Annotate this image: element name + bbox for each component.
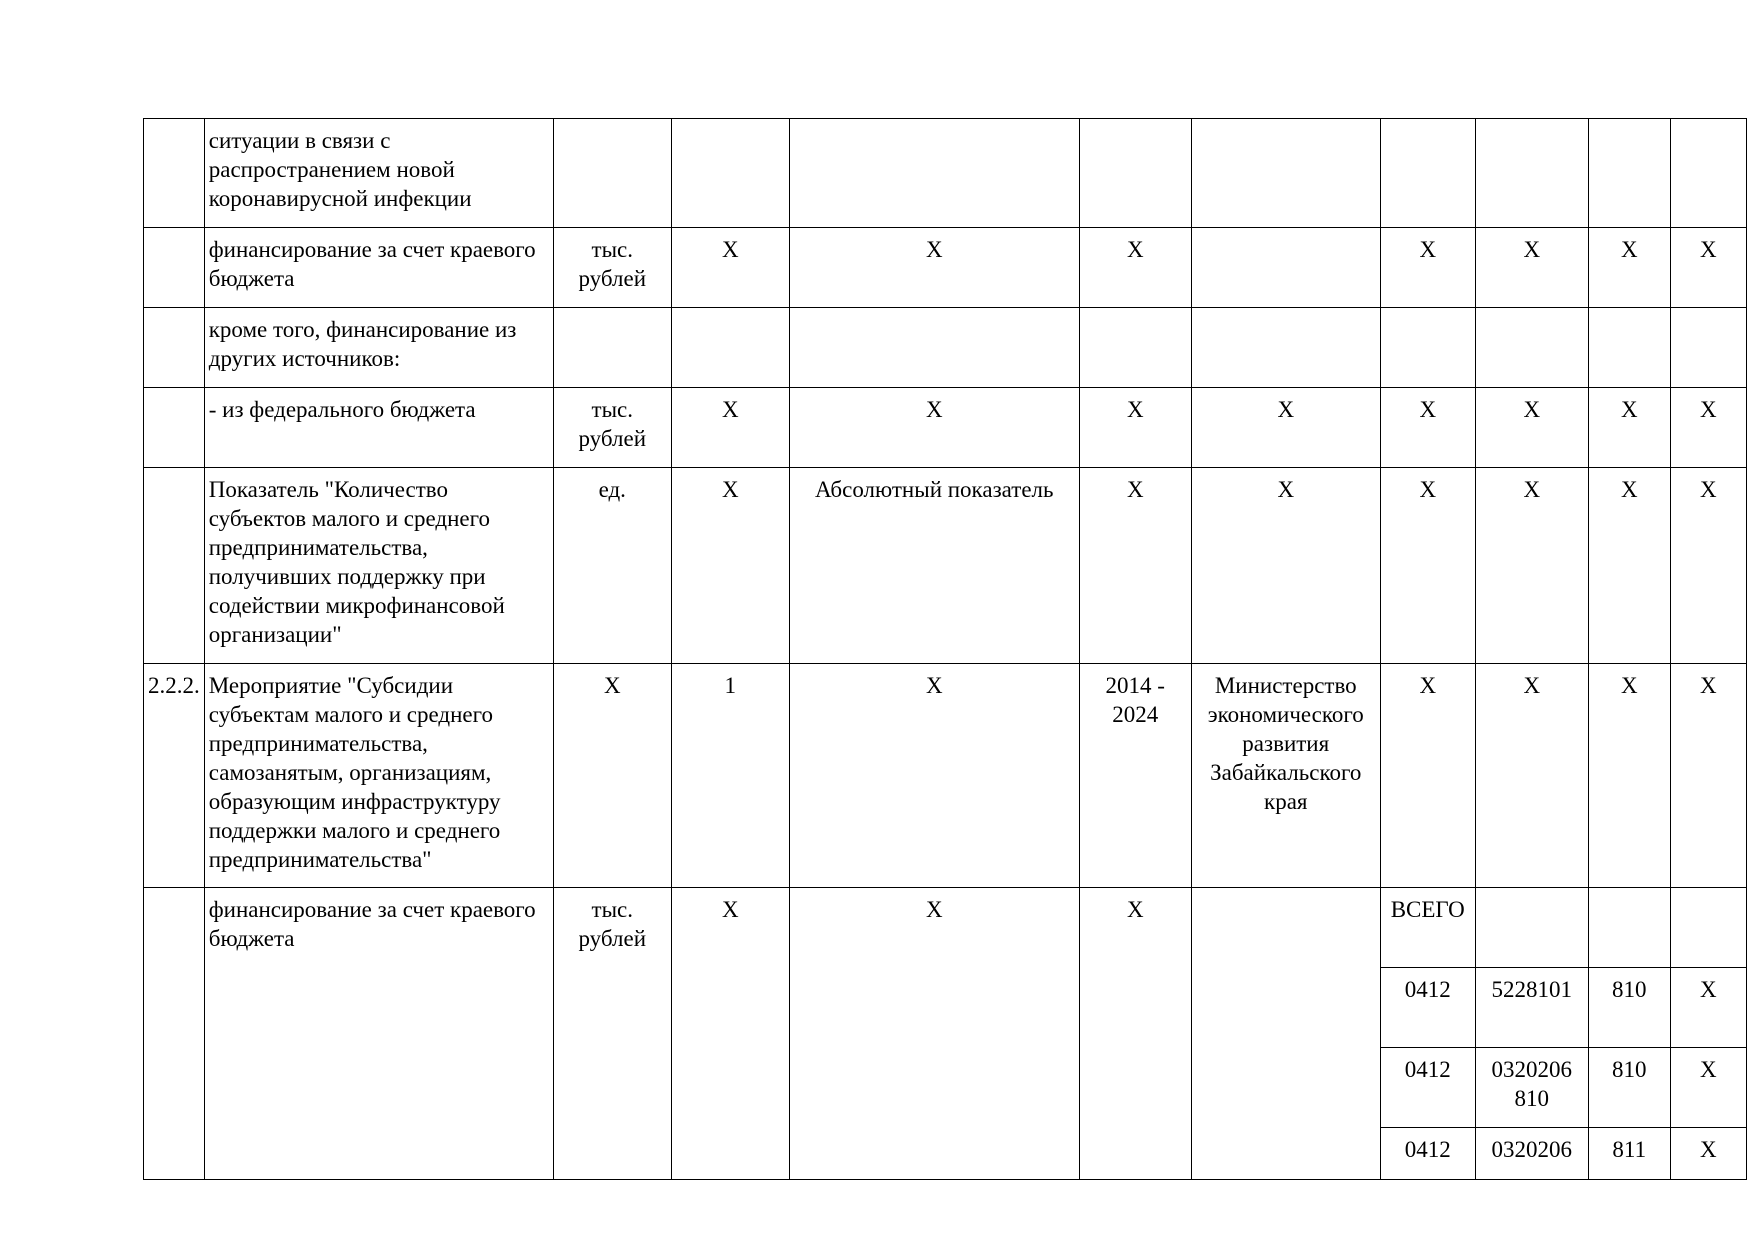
cell-c6: 2014 - 2024 [1079, 664, 1191, 888]
cell-name: Показатель "Количество субъектов малого и среднего предпринимательства, получивших поддержку при содействии микрофинансовой организации" [204, 468, 553, 664]
cell-c8: ВСЕГО [1380, 888, 1475, 968]
cell-c10 [1588, 119, 1670, 228]
cell-name: Мероприятие "Субсидии субъектам малого и среднего предпринимательства, самозанятым, организациям, образующим инфраструктуру поддержки малого и среднего предпринимательства" [204, 664, 553, 888]
cell-unit: тыс. рублей [553, 888, 671, 1180]
cell-c10: 810 [1588, 968, 1670, 1048]
cell-c6: Х [1079, 228, 1191, 308]
program-table [143, 118, 1747, 1180]
cell-name: финансирование за счет краевого бюджета [204, 888, 553, 1180]
cell-c11: Х [1670, 468, 1746, 664]
table-row [144, 664, 1747, 888]
cell-c9 [1475, 308, 1588, 388]
cell-c4 [671, 308, 789, 388]
cell-c5 [789, 308, 1079, 388]
cell-c4: 1 [671, 664, 789, 888]
cell-c9 [1475, 888, 1588, 968]
cell-c9: 5228101 [1475, 968, 1588, 1048]
cell-c11: Х [1670, 968, 1746, 1048]
cell-c5: Х [789, 664, 1079, 888]
cell-c11: Х [1670, 1048, 1746, 1128]
cell-c9: Х [1475, 664, 1588, 888]
cell-c8: Х [1380, 664, 1475, 888]
cell-c9: Х [1475, 388, 1588, 468]
cell-c11: Х [1670, 388, 1746, 468]
cell-c5: Х [789, 388, 1079, 468]
cell-c7: Х [1191, 468, 1380, 664]
cell-unit: тыс. рублей [553, 228, 671, 308]
cell-c8: Х [1380, 468, 1475, 664]
cell-c4 [671, 119, 789, 228]
cell-unit [553, 308, 671, 388]
cell-name: ситуации в связи с распространением новой коронавирусной инфекции [204, 119, 553, 228]
cell-c5: Х [789, 228, 1079, 308]
cell-num [144, 388, 205, 468]
cell-c11 [1670, 308, 1746, 388]
cell-c4: Х [671, 468, 789, 664]
cell-c7: Министерство экономического развития Забайкальского края [1191, 664, 1380, 888]
cell-c10: Х [1588, 468, 1670, 664]
cell-num [144, 228, 205, 308]
cell-c6 [1079, 119, 1191, 228]
cell-c8: 0412 [1380, 1128, 1475, 1180]
table-row [144, 308, 1747, 388]
cell-c10: 811 [1588, 1128, 1670, 1180]
cell-c7: Х [1191, 388, 1380, 468]
cell-c10: Х [1588, 388, 1670, 468]
cell-c7 [1191, 228, 1380, 308]
cell-c11: Х [1670, 228, 1746, 308]
cell-c7 [1191, 308, 1380, 388]
cell-c10: 810 [1588, 1048, 1670, 1128]
cell-c10 [1588, 308, 1670, 388]
cell-c6: Х [1079, 468, 1191, 664]
cell-num [144, 888, 205, 1180]
cell-c4: Х [671, 228, 789, 308]
cell-unit: Х [553, 664, 671, 888]
cell-c4: Х [671, 888, 789, 1180]
cell-c5: Х [789, 888, 1079, 1180]
cell-num [144, 468, 205, 664]
cell-c7 [1191, 888, 1380, 1180]
cell-c9: Х [1475, 228, 1588, 308]
cell-c11 [1670, 888, 1746, 968]
cell-c8: 0412 [1380, 1048, 1475, 1128]
cell-unit: ед. [553, 468, 671, 664]
cell-c7 [1191, 119, 1380, 228]
cell-c8: Х [1380, 388, 1475, 468]
cell-c6: Х [1079, 888, 1191, 1180]
cell-num: 2.2.2. [144, 664, 205, 888]
cell-c11: Х [1670, 1128, 1746, 1180]
cell-c8: 0412 [1380, 968, 1475, 1048]
table-row [144, 388, 1747, 468]
table-row [144, 119, 1747, 228]
cell-name: - из федерального бюджета [204, 388, 553, 468]
cell-num [144, 308, 205, 388]
cell-c5: Абсолютный показатель [789, 468, 1079, 664]
cell-c6: Х [1079, 388, 1191, 468]
table-row [144, 468, 1747, 664]
cell-c5 [789, 119, 1079, 228]
cell-c11: Х [1670, 664, 1746, 888]
cell-c4: Х [671, 388, 789, 468]
cell-c9: 0320206 [1475, 1128, 1588, 1180]
cell-c9: Х [1475, 468, 1588, 664]
cell-c8: Х [1380, 228, 1475, 308]
cell-c11 [1670, 119, 1746, 228]
cell-unit: тыс. рублей [553, 388, 671, 468]
cell-c8 [1380, 119, 1475, 228]
cell-name: кроме того, финансирование из других источников: [204, 308, 553, 388]
cell-c10: Х [1588, 228, 1670, 308]
cell-c10: Х [1588, 664, 1670, 888]
cell-num [144, 119, 205, 228]
table-row [144, 228, 1747, 308]
cell-c10 [1588, 888, 1670, 968]
cell-c9: 0320206 810 [1475, 1048, 1588, 1128]
cell-c9 [1475, 119, 1588, 228]
cell-unit [553, 119, 671, 228]
cell-name: финансирование за счет краевого бюджета [204, 228, 553, 308]
table-row [144, 888, 1747, 968]
cell-c8 [1380, 308, 1475, 388]
cell-c6 [1079, 308, 1191, 388]
